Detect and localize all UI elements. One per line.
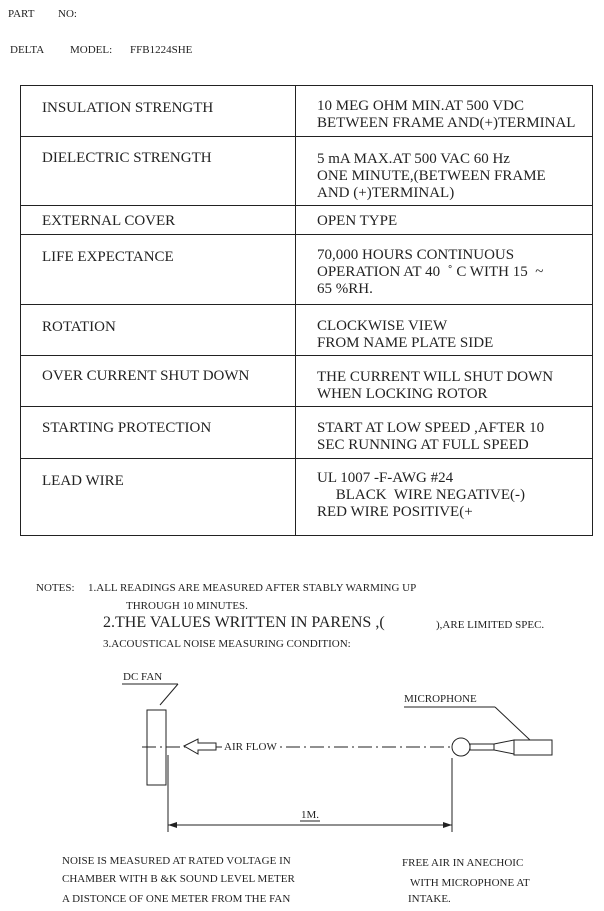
spec-key: OVER CURRENT SHUT DOWN xyxy=(21,356,296,407)
model-label: MODEL: xyxy=(70,44,113,56)
footer-line-3a: A DISTONCE OF ONE METER FROM THE FAN xyxy=(62,893,291,905)
distance-label: 1M. xyxy=(301,809,320,821)
note-1-line-1: 1.ALL READINGS ARE MEASURED AFTER STABLY WARMING UP xyxy=(88,582,417,594)
footer-line-2b: WITH MICROPHONE AT xyxy=(410,877,530,889)
spec-value: 10 MEG OHM MIN.AT 500 VDC BETWEEN FRAME AND(+)TERMINAL xyxy=(296,86,593,137)
footer-line-3b: INTAKE. xyxy=(408,893,451,905)
spec-value: CLOCKWISE VIEW FROM NAME PLATE SIDE xyxy=(296,305,593,356)
spec-value: THE CURRENT WILL SHUT DOWN WHEN LOCKING ROTOR xyxy=(296,356,593,407)
microphone-label: MICROPHONE xyxy=(404,693,477,705)
airflow-label: AIR FLOW xyxy=(224,741,277,753)
part-no-label: NO: xyxy=(58,8,77,20)
spec-key: DIELECTRIC STRENGTH xyxy=(21,137,296,206)
footer-line-1b: FREE AIR IN ANECHOIC xyxy=(402,857,524,869)
microphone-neck xyxy=(470,744,494,750)
spec-value: OPEN TYPE xyxy=(296,206,593,235)
microphone-taper xyxy=(494,740,514,754)
spec-key: LIFE EXPECTANCE xyxy=(21,235,296,305)
spec-key: INSULATION STRENGTH xyxy=(21,86,296,137)
spec-key: LEAD WIRE xyxy=(21,459,296,536)
note-2-tail: ),ARE LIMITED SPEC. xyxy=(436,619,545,631)
microphone-head xyxy=(452,738,470,756)
spec-value: START AT LOW SPEED ,AFTER 10 SEC RUNNING AT FULL SPEED xyxy=(296,407,593,459)
spec-key: ROTATION xyxy=(21,305,296,356)
spec-key: STARTING PROTECTION xyxy=(21,407,296,459)
spec-value: UL 1007 -F-AWG #24 BLACK WIRE NEGATIVE(-) RED WIRE POSITIVE(+ xyxy=(296,459,593,536)
mic-leader-line xyxy=(495,707,530,740)
brand-label: DELTA xyxy=(10,44,45,56)
footer-line-2a: CHAMBER WITH B &K SOUND LEVEL METER xyxy=(62,873,295,885)
airflow-arrow-icon xyxy=(184,739,216,754)
dimension-arrow-right-icon xyxy=(443,822,452,828)
microphone-body xyxy=(514,740,552,755)
part-label: PART xyxy=(8,8,35,20)
spec-value: 5 mA MAX.AT 500 VAC 60 Hz ONE MINUTE,(BETWEEN FRAME AND (+)TERMINAL) xyxy=(296,137,593,206)
note-2-main: 2.THE VALUES WRITTEN IN PARENS ,( xyxy=(103,614,385,631)
footer-line-1a: NOISE IS MEASURED AT RATED VOLTAGE IN xyxy=(62,855,291,867)
note-1-line-2: THROUGH 10 MINUTES. xyxy=(126,600,248,612)
fan-label: DC FAN xyxy=(123,671,163,683)
notes-label: NOTES: xyxy=(36,582,75,594)
spec-value: 70,000 HOURS CONTINUOUS OPERATION AT 40 ˚ C WITH 15 ~ 65 %RH. xyxy=(296,235,593,305)
fan-leader-line xyxy=(160,684,178,705)
dimension-arrow-left-icon xyxy=(168,822,177,828)
spec-key: EXTERNAL COVER xyxy=(21,206,296,235)
note-3: 3.ACOUSTICAL NOISE MEASURING CONDITION: xyxy=(103,638,351,650)
model-value: FFB1224SHE xyxy=(130,44,193,56)
